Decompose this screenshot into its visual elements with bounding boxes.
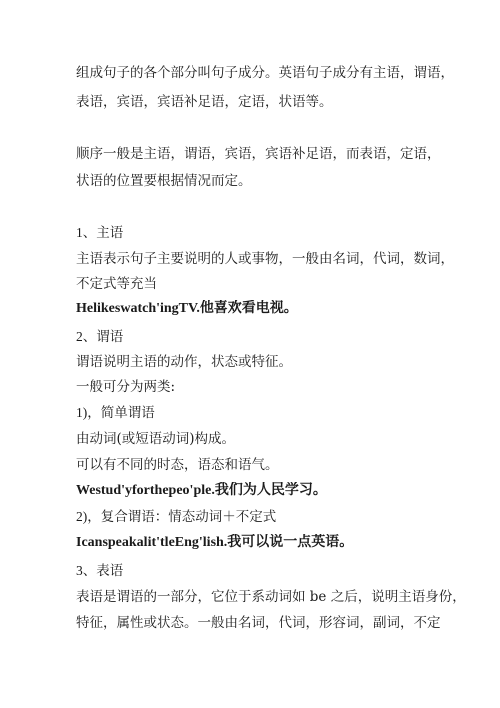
paragraph-line: 由动词(或短语动词)构成。 <box>76 431 236 447</box>
example-sentence: Westud'yforthepeo'ple.我们为人民学习。 <box>76 483 327 498</box>
paragraph-line: 表语，宾语，宾语补足语，定语，状语等。 <box>76 94 333 110</box>
subsection-heading-compound-predicate: 2)，复合谓语：情态动词＋不定式 <box>76 509 277 524</box>
paragraph-line: 不定式等充当 <box>76 276 157 292</box>
paragraph-line: 组成句子的各个部分叫句子成分。英语句子成分有主语，谓语， <box>76 65 454 81</box>
paragraph-line: 可以有不同的时态，语态和语气。 <box>76 457 279 473</box>
paragraph-line: 状语的位置要根据情况而定。 <box>76 173 252 189</box>
example-sentence: Icanspeakalit'tleEng'lish.我可以说一点英语。 <box>76 535 354 550</box>
subsection-heading-simple-predicate: 1)，简单谓语 <box>76 405 155 420</box>
paragraph-line: 一般可分为两类: <box>76 379 176 395</box>
example-sentence: Helikeswatch'ingTV.他喜欢看电视。 <box>76 301 298 316</box>
section-heading-predicate: 2、谓语 <box>76 329 124 344</box>
paragraph-line: 特征，属性或状态。一般由名词，代词，形容词，副词，不定 <box>76 615 441 631</box>
paragraph-line: 主语表示句子主要说明的人或事物，一般由名词，代词，数词， <box>76 251 454 267</box>
paragraph-line: 顺序一般是主语，谓语，宾语，宾语补足语，而表语，定语， <box>76 146 441 162</box>
section-heading-predicative: 3、表语 <box>76 563 124 578</box>
paragraph-line: 表语是谓语的一部分，它位于系动词如 be 之后，说明主语身份， <box>76 589 466 605</box>
paragraph-line: 谓语说明主语的动作，状态或特征。 <box>76 354 292 370</box>
section-heading-subject: 1、主语 <box>76 225 124 240</box>
